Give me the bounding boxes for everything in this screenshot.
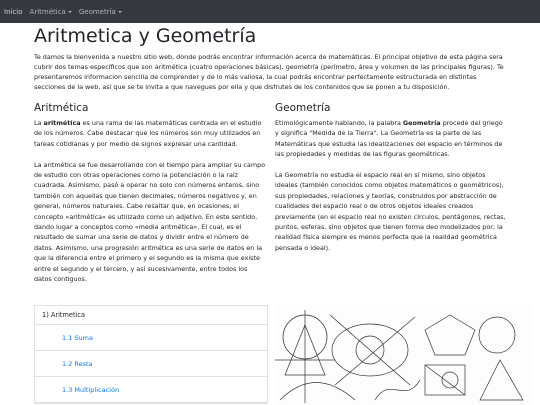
main-content bbox=[34, 23, 507, 284]
accordion-item-suma[interactable]: 1.1 Suma bbox=[35, 325, 267, 351]
nav-arithmetic-label: Aritmética bbox=[29, 7, 66, 16]
caret-down-icon bbox=[68, 11, 72, 13]
geometry-column bbox=[275, 102, 507, 253]
nav-arithmetic-dropdown[interactable] bbox=[30, 8, 72, 16]
accordion-item-resta[interactable]: 1.2 Resta bbox=[35, 351, 267, 377]
accordion-header[interactable]: 1) Aritmetica bbox=[35, 306, 267, 325]
nav-geometry-label: Geometría bbox=[78, 7, 116, 16]
page-title: Aritmetica y Geometría bbox=[34, 25, 257, 47]
text-span: La bbox=[34, 119, 44, 127]
intro-paragraph: Te damos la bienvenida a nuestro sitio web, donde podrás encontrar información acerca de matemáticas. El principal objetivo de esta página sera cubrir dos temas específicos que son aritmética (cuatro operaciones básicas), geometría (perímetro, área y volumen de las principales figuras). Te presentaremos informacion sencilla de comprender y de lo más valiosa, la cual podrás encontrar perfectamente estructurada en distintas secciones de la web, así que se te invita a que navegues por ella y que disfrutes de los contenidos que se ponen a tu disposición. bbox=[34, 53, 504, 91]
accordion-item-multiplicacion[interactable]: 1.3 Multiplicación bbox=[35, 377, 267, 403]
text-span: Etimológicamente hablando, la palabra bbox=[275, 119, 403, 127]
math-sketch-drawing bbox=[275, 305, 532, 405]
geometry-paragraph-2: La Geometría no estudia el espacio real en sí mismo, sino objetos ideales (también conocidos como objetos matemáticos o geométricos), sus propiedades, relaciones y teorías, construidos por abstracción de cualidades del espacio real o de otros objetos ideales creados previamente (en el espacio real no existen círculos, pentágonos, rectas, puntos, esferas, sino objetos que tienen forma deo modelizados por; la realidad física siempre es menos perfecta que la realidad geométrica pensada o ideal). bbox=[275, 171, 506, 252]
arithmetic-paragraph-1 bbox=[34, 118, 266, 149]
text-span: es una rama de las matemáticas centrada en el estudio de los números. Cabe destacar que los números son muy utilizados en tareas cotidianas y por medio de signos expresar una cantidad. bbox=[34, 119, 262, 148]
arithmetic-heading: Aritmética bbox=[34, 102, 89, 114]
arithmetic-paragraph-2: La aritmética se fue desarrollando con el tiempo para ampliar su campo de estudio con otras operaciones como la potenciación o la raíz cuadrada. Asimismo, pasó a operar no solo con números enteros, sino también con aquellas que tienen decimales, números negativos y, en general, números naturales. Cabe resaltar que, en ocasiones, el concepto «aritmética» es utilizado como un adjetivo. En este sentido, dando lugar a conceptos como «media aritmética». El cual, es el resultado de sumar una serie de datos y dividir entre el número de datos. Asimismo, una progresión aritmética es una serie de datos en la que la diferencia entre el primero y el segundo es la misma que existe entre el segundo y el tercero, y así sucesivamente, entre todos los datos contiguos. bbox=[34, 160, 266, 284]
geometry-heading: Geometría bbox=[275, 102, 331, 114]
caret-down-icon bbox=[118, 11, 122, 13]
navbar bbox=[0, 0, 540, 23]
geometry-paragraph-1 bbox=[275, 118, 507, 160]
nav-geometry-dropdown[interactable] bbox=[79, 8, 122, 16]
text-span: procede del griego y significa "Medida de la Tierra". La Geometría es la parte de las Matemáticas que estudia las idealizaciones del espacio en términos de las propiedades y medidas de las figuras geométricas. bbox=[275, 119, 503, 159]
bold-term: aritmética bbox=[43, 119, 81, 127]
bold-term: Geometría bbox=[402, 119, 441, 127]
topics-accordion bbox=[34, 305, 268, 404]
nav-home-link[interactable]: Inicio bbox=[4, 7, 23, 16]
geometry-illustration bbox=[275, 305, 532, 405]
arithmetic-column bbox=[34, 102, 266, 284]
